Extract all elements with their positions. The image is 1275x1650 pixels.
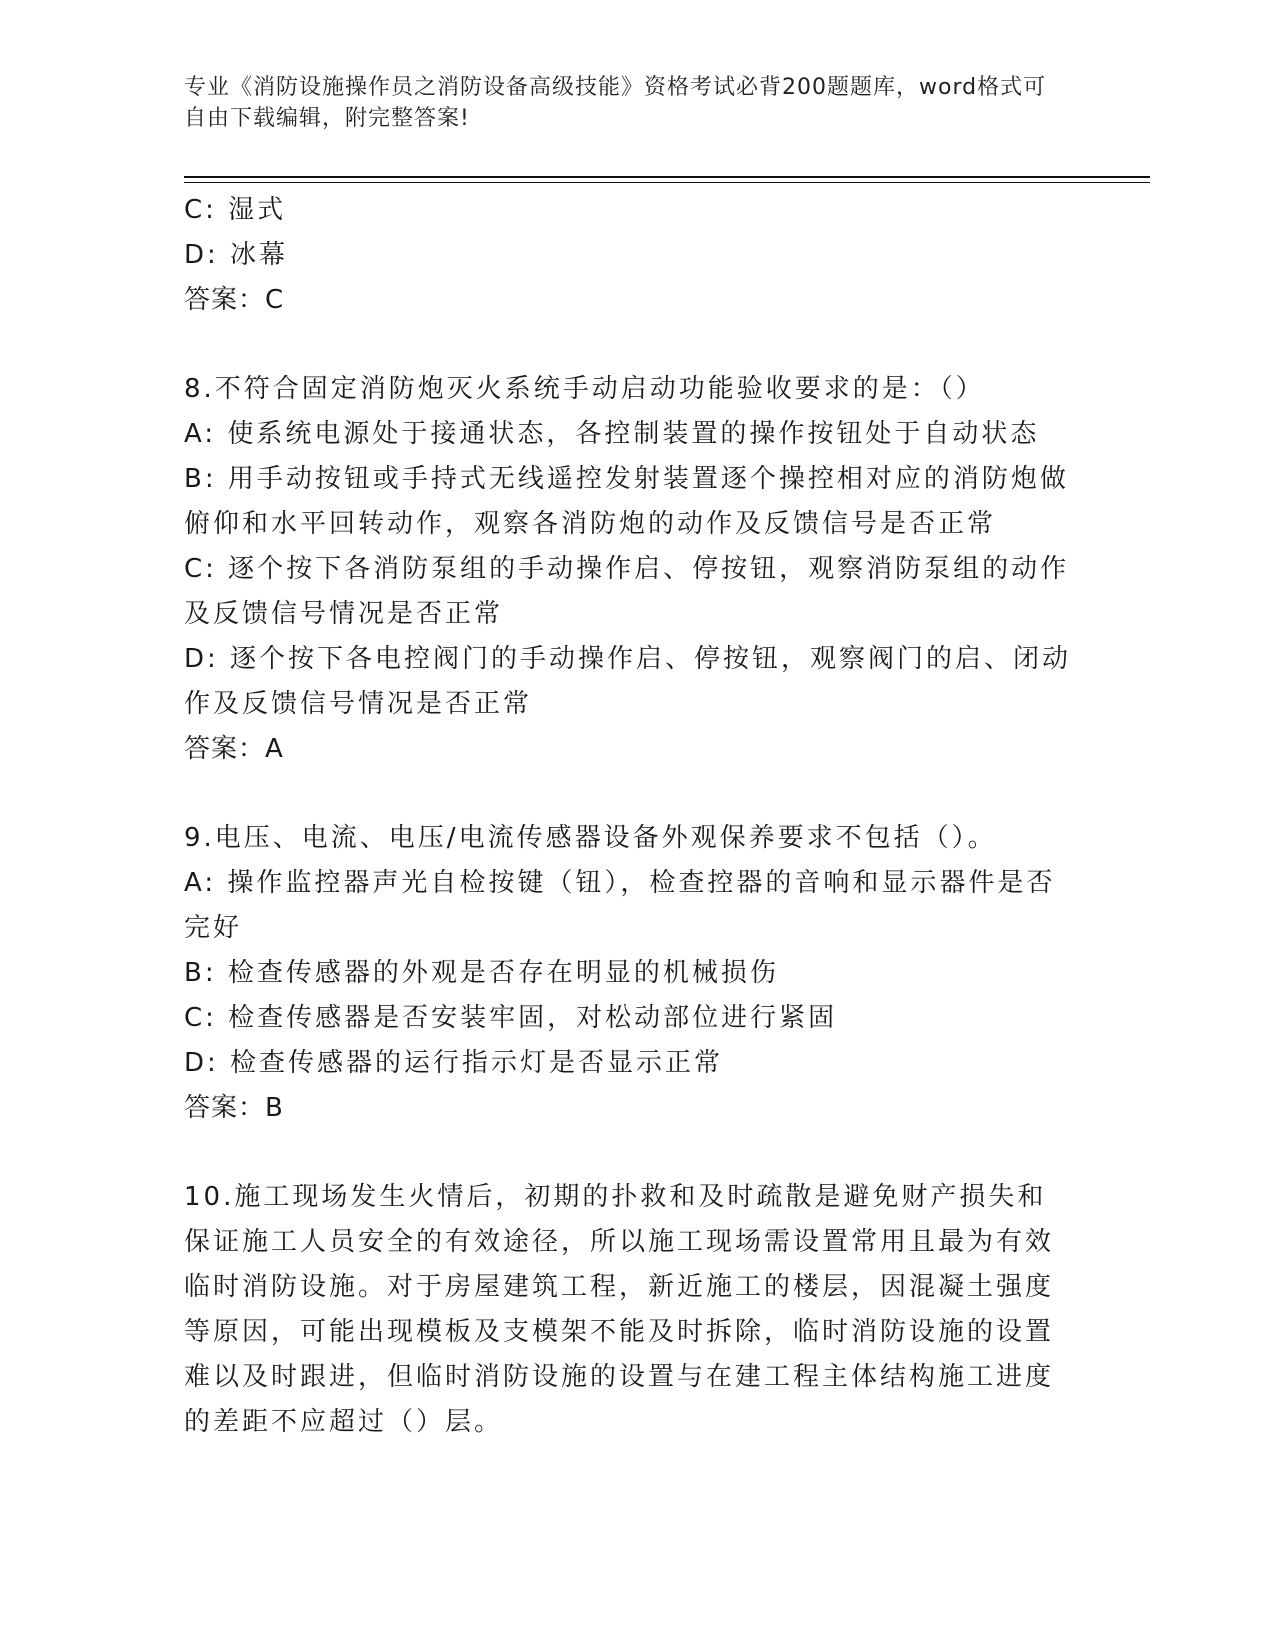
question-10 — [184, 1175, 1074, 1445]
option-d: D: 逐个按下各电控阀门的手动操作启、停按钮，观察阀门的启、闭动作及反馈信号情况是否正常 — [184, 644, 1072, 719]
question-9 — [184, 816, 1074, 1131]
option-a: A: 操作监控器声光自检按键（钮），检查控器的音响和显示器件是否完好 — [184, 868, 1056, 943]
option-b: B: 检查传感器的外观是否存在明显的机械损伤 — [184, 958, 779, 988]
question-text: 8.不符合固定消防炮灭火系统手动启动功能验收要求的是：（） — [184, 374, 985, 404]
question-content — [184, 188, 1074, 1445]
option-a: A: 使系统电源处于接通状态，各控制装置的操作按钮处于自动状态 — [184, 419, 1040, 449]
option-c: C: 湿式 — [184, 195, 287, 225]
option-b: B: 用手动按钮或手持式无线遥控发射装置逐个操控相对应的消防炮做俯仰和水平回转动作，观察各消防炮的动作及反馈信号是否正常 — [184, 464, 1069, 539]
header-rule-thick — [184, 176, 1150, 178]
spacer — [184, 323, 1074, 367]
answer: 答案：A — [184, 734, 284, 764]
header-rule-thin — [184, 182, 1150, 183]
document-header: 专业《消防设施操作员之消防设备高级技能》资格考试必背200题题库，word格式可自由下载编辑，附完整答案! — [184, 75, 1047, 131]
option-c: C: 检查传感器是否安装牢固，对松动部位进行紧固 — [184, 1003, 838, 1033]
question-text: 9.电压、电流、电压/电流传感器设备外观保养要求不包括（）。 — [184, 823, 997, 853]
answer: 答案：B — [184, 1093, 284, 1123]
option-d: D: 冰幕 — [184, 240, 289, 270]
option-d: D: 检查传感器的运行指示灯是否显示正常 — [184, 1048, 724, 1078]
answer: 答案：C — [184, 285, 285, 315]
option-c: C: 逐个按下各消防泵组的手动操作启、停按钮，观察消防泵组的动作及反馈信号情况是否正常 — [184, 554, 1070, 629]
spacer — [184, 1131, 1074, 1175]
question-7-tail — [184, 188, 1074, 323]
spacer — [184, 772, 1074, 816]
question-8 — [184, 367, 1074, 772]
question-text: 10.施工现场发生火情后，初期的扑救和及时疏散是避免财产损失和保证施工人员安全的有效途径，所以施工现场需设置常用且最为有效临时消防设施。对于房屋建筑工程，新近施工的楼层，因混凝土强度等原因，可能出现模板及支模架不能及时拆除，临时消防设施的设置难以及时跟进，但临时消防设施的设置与在建工程主体结构施工进度的差距不应超过（）层。 — [184, 1182, 1055, 1437]
